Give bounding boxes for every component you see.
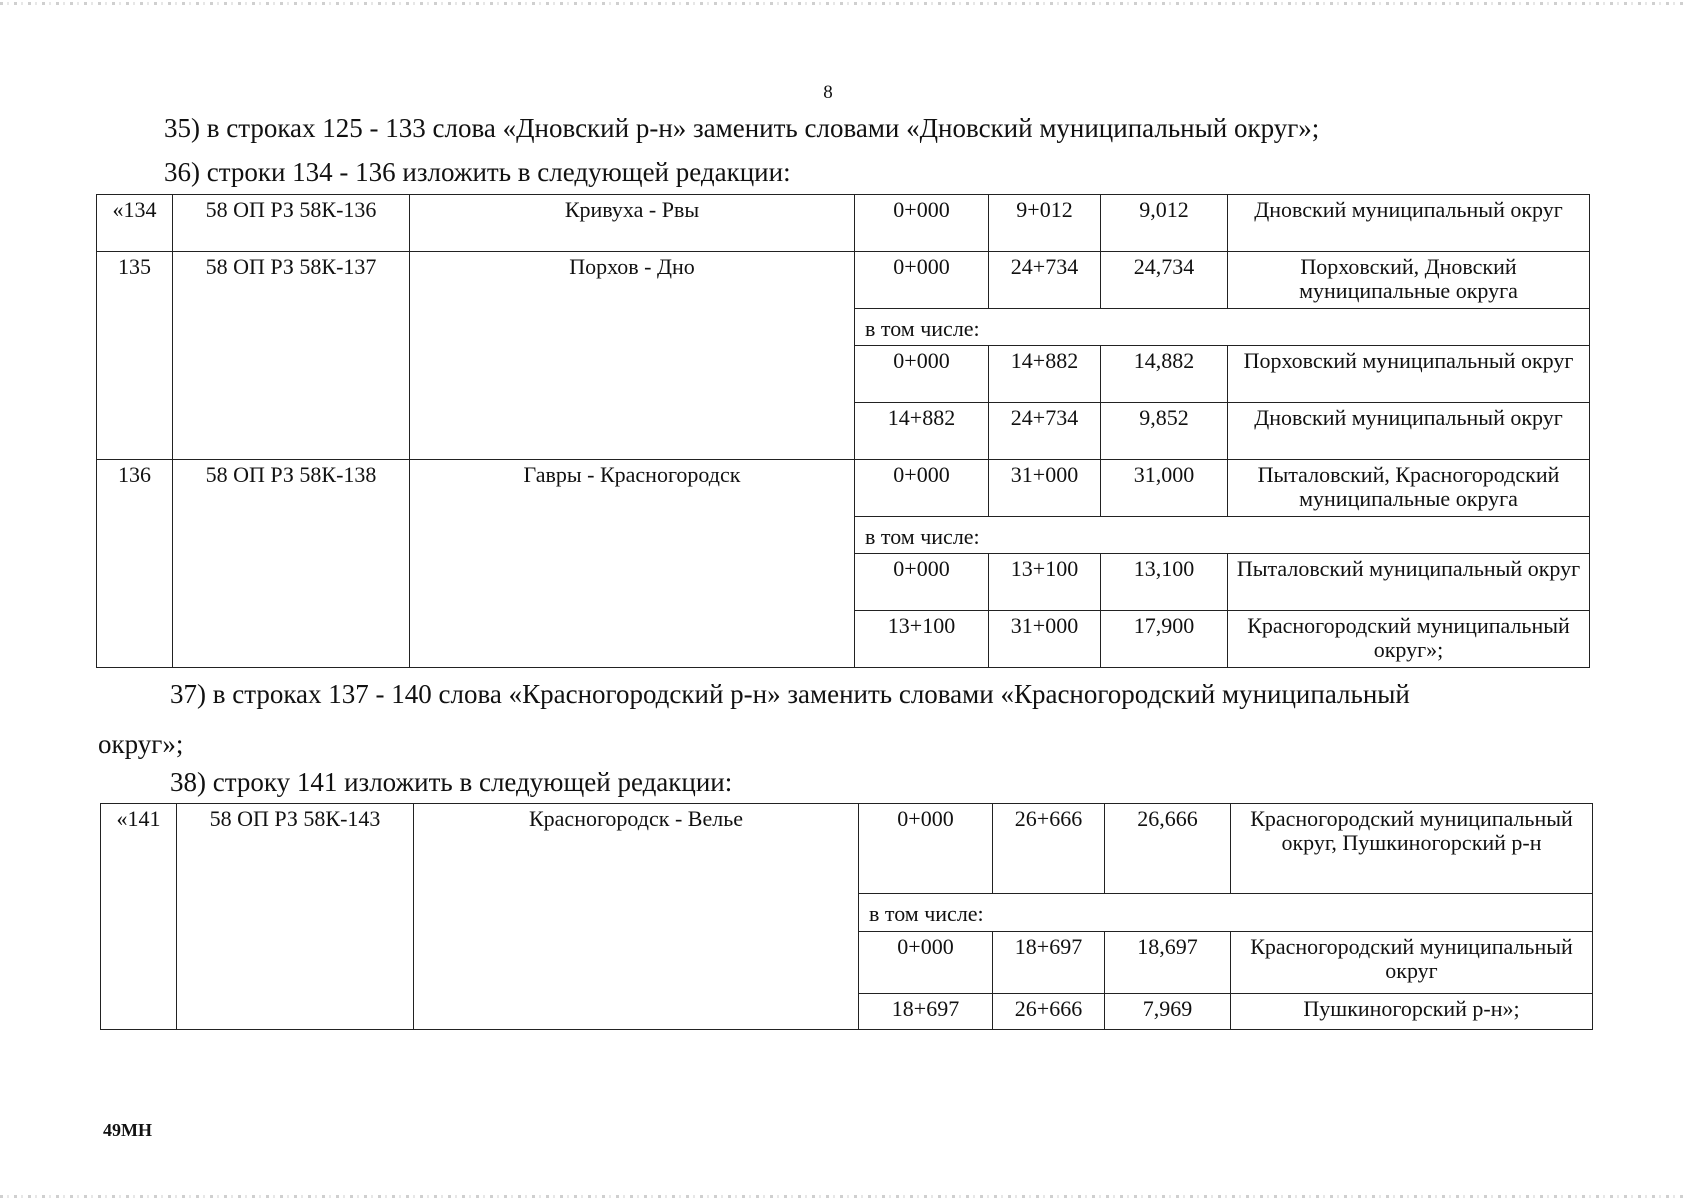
- page-number: 8: [823, 82, 833, 103]
- km-end: 26+666: [993, 994, 1105, 1030]
- length-km: 9,852: [1101, 403, 1228, 460]
- row-number: 135: [97, 252, 173, 460]
- table-row: [97, 195, 1590, 252]
- table-row: [97, 460, 1590, 517]
- including-label: в том числе:: [859, 894, 1593, 932]
- road-code: 58 ОП РЗ 58К-137: [173, 252, 410, 460]
- km-start: 0+000: [855, 252, 989, 309]
- length-km: 17,900: [1101, 611, 1228, 668]
- km-start: 0+000: [855, 554, 989, 611]
- row-number: 136: [97, 460, 173, 668]
- paragraph-38: 38) строку 141 изложить в следующей редакции:: [170, 767, 733, 797]
- area-name: Пушкиногорский р-н»;: [1231, 994, 1593, 1030]
- km-start: 14+882: [855, 403, 989, 460]
- area-name: Порховский, Дновский муниципальные округа: [1228, 252, 1590, 309]
- area-name: Пыталовский муниципальный округ: [1228, 554, 1590, 611]
- km-end: 24+734: [989, 403, 1101, 460]
- paragraph-37-continued: округ»;: [98, 729, 184, 759]
- km-end: 24+734: [989, 252, 1101, 309]
- amendment-table-rows-134-136: [96, 194, 1590, 668]
- km-start: 18+697: [859, 994, 993, 1030]
- paragraph-35: 35) в строках 125 - 133 слова «Дновский р-н» заменить словами «Дновский муниципальный округ»;: [164, 113, 1320, 143]
- road-code: 58 ОП РЗ 58К-138: [173, 460, 410, 668]
- road-code: 58 ОП РЗ 58К-136: [173, 195, 410, 252]
- including-label: в том числе:: [855, 309, 1590, 346]
- km-start: 0+000: [859, 932, 993, 994]
- area-name: Красногородский муниципальный округ, Пушкиногорский р-н: [1231, 804, 1593, 894]
- road-name: Гавры - Красногородск: [410, 460, 855, 668]
- km-start: 0+000: [855, 346, 989, 403]
- area-name: Красногородский муниципальный округ»;: [1228, 611, 1590, 668]
- km-start: 13+100: [855, 611, 989, 668]
- road-name: Порхов - Дно: [410, 252, 855, 460]
- length-km: 26,666: [1105, 804, 1231, 894]
- length-km: 14,882: [1101, 346, 1228, 403]
- road-code: 58 ОП РЗ 58К-143: [177, 804, 414, 1030]
- km-end: 14+882: [989, 346, 1101, 403]
- length-km: 9,012: [1101, 195, 1228, 252]
- length-km: 18,697: [1105, 932, 1231, 994]
- row-number: «141: [101, 804, 177, 1030]
- including-label: в том числе:: [855, 517, 1590, 554]
- length-km: 13,100: [1101, 554, 1228, 611]
- scan-edge-top: [0, 2, 1686, 5]
- area-name: Пыталовский, Красногородский муниципальные округа: [1228, 460, 1590, 517]
- road-name: Кривуха - Рвы: [410, 195, 855, 252]
- document-code: 49МН: [103, 1120, 152, 1140]
- road-name: Красногородск - Велье: [414, 804, 859, 1030]
- area-name: Порховский муниципальный округ: [1228, 346, 1590, 403]
- length-km: 7,969: [1105, 994, 1231, 1030]
- paragraph-36: 36) строки 134 - 136 изложить в следующей редакции:: [164, 157, 791, 187]
- km-start: 0+000: [859, 804, 993, 894]
- table-row: [101, 804, 1593, 894]
- km-end: 13+100: [989, 554, 1101, 611]
- amendment-table-row-141: [100, 803, 1593, 1030]
- area-name: Красногородский муниципальный округ: [1231, 932, 1593, 994]
- scan-edge-bottom: [0, 1195, 1686, 1198]
- table-row: [97, 252, 1590, 309]
- km-end: 31+000: [989, 611, 1101, 668]
- km-start: 0+000: [855, 460, 989, 517]
- km-end: 26+666: [993, 804, 1105, 894]
- km-end: 31+000: [989, 460, 1101, 517]
- length-km: 31,000: [1101, 460, 1228, 517]
- km-end: 9+012: [989, 195, 1101, 252]
- area-name: Дновский муниципальный округ: [1228, 403, 1590, 460]
- km-start: 0+000: [855, 195, 989, 252]
- area-name: Дновский муниципальный округ: [1228, 195, 1590, 252]
- km-end: 18+697: [993, 932, 1105, 994]
- length-km: 24,734: [1101, 252, 1228, 309]
- row-number: «134: [97, 195, 173, 252]
- paragraph-37: 37) в строках 137 - 140 слова «Красногородский р-н» заменить словами «Красногородский муниципальный: [170, 679, 1410, 709]
